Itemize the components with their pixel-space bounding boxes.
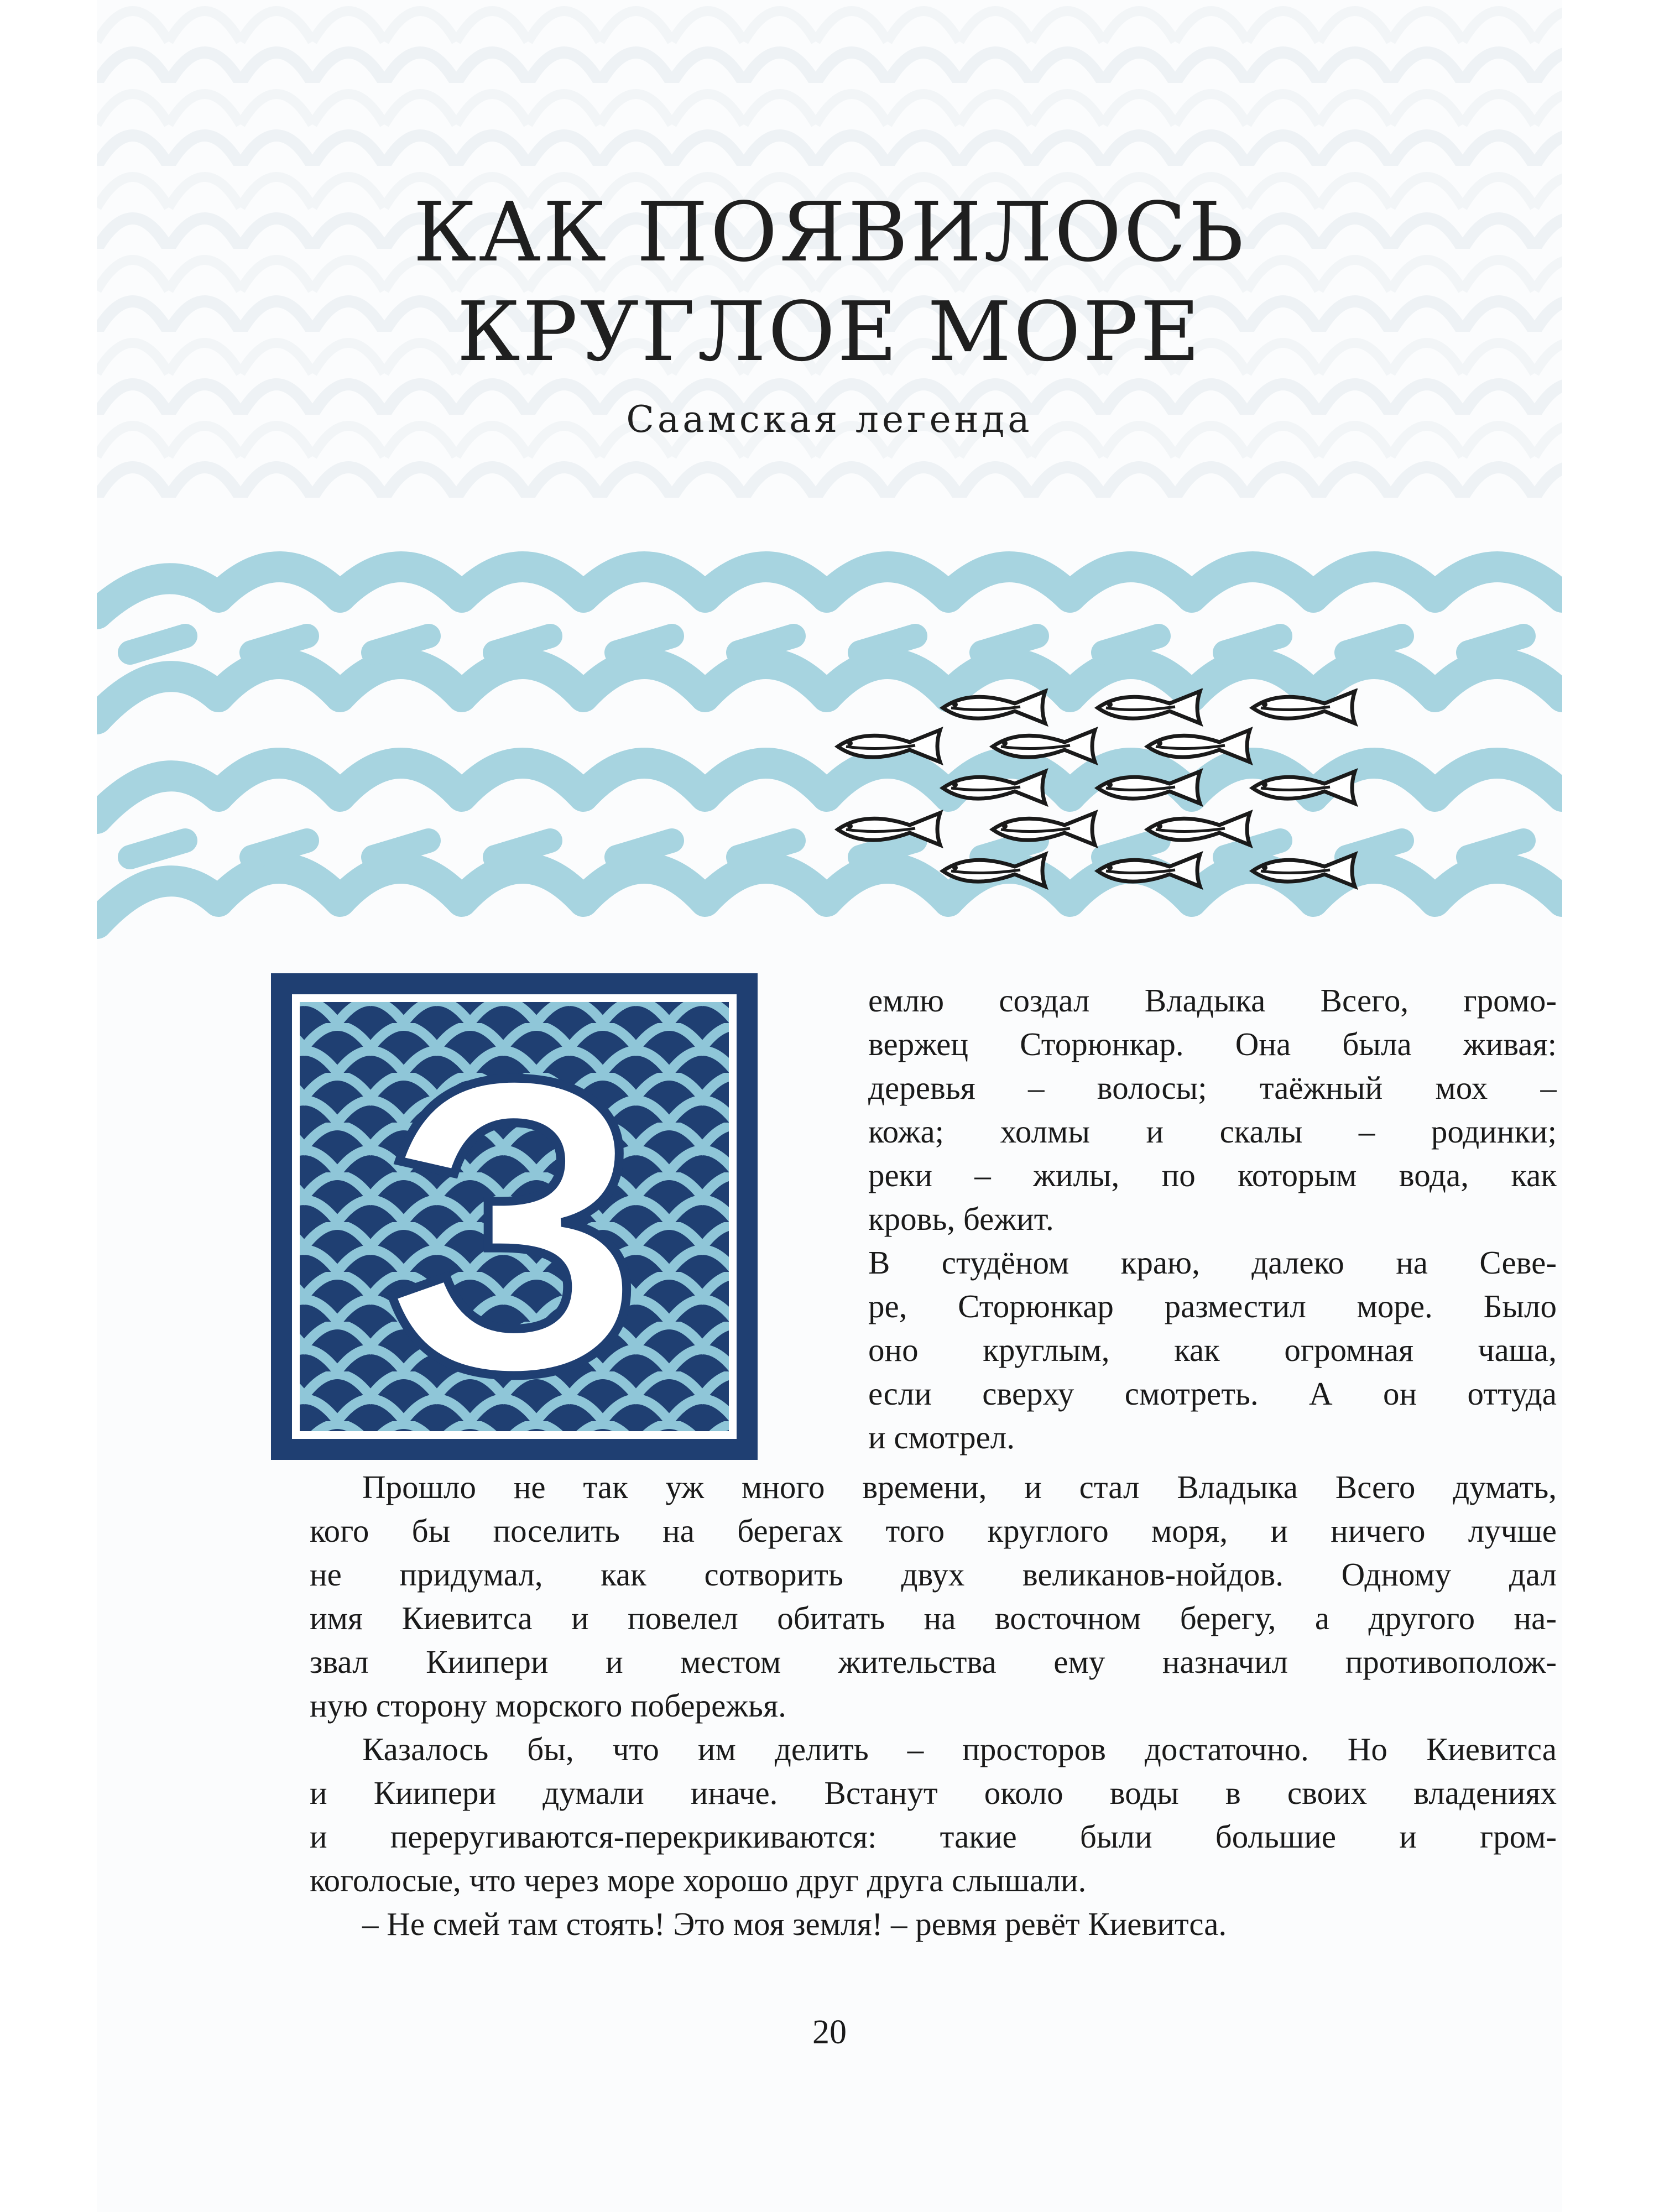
paragraph-5 — [310, 1902, 1557, 1946]
text-line: кого бы поселить на берегах того круглого моря, и ничего лучше — [310, 1512, 1557, 1549]
title-line-2: КРУГЛОЕ МОРЕ — [457, 284, 1202, 379]
text-line: Прошло не так уж много времени, и стал Владыка Всего думать, — [362, 1469, 1557, 1505]
text-line: ре, Сторюнкар разместил море. Было — [868, 1288, 1557, 1324]
text-line: Казалось бы, что им делить – просторов достаточно. Но Киевитса — [362, 1731, 1557, 1767]
text-line: деревья – волосы; таёжный мох – — [868, 1070, 1557, 1106]
text-line: В студёном краю, далеко на Севе- — [868, 1244, 1557, 1281]
text-line: кожа; холмы и скалы – родинки; — [868, 1113, 1557, 1150]
text-line: и Киипери думали иначе. Встанут около воды в своих владениях — [310, 1775, 1557, 1811]
text-line: емлю создал Владыка Всего, громо- — [868, 982, 1557, 1019]
text-line: если сверху смотреть. А он оттуда — [868, 1375, 1557, 1412]
text-line: и переругиваются-перекрикиваются: такие были большие и гром- — [310, 1818, 1557, 1855]
story-subtitle: Саамская легенда — [626, 398, 1033, 441]
title-line-1: КАК ПОЯВИЛОСЬ — [413, 185, 1246, 280]
text-line: – Не смей там стоять! Это моя земля! – ревмя ревёт Киевитса. — [362, 1906, 1227, 1942]
paragraph-4 — [310, 1728, 1557, 1902]
paragraph-3 — [310, 1465, 1557, 1728]
book-page — [97, 0, 1562, 2212]
text-line: реки – жилы, по которым вода, как — [868, 1157, 1557, 1193]
text-line: не придумал, как сотворить двух великанов-нойдов. Одному дал — [310, 1556, 1557, 1593]
page-number: 20 — [812, 2013, 847, 2051]
story-body — [310, 979, 1557, 1974]
text-line: оно круглым, как огромная чаша, — [868, 1332, 1557, 1368]
text-line: кровь, бежит. — [868, 1201, 1054, 1237]
text-line: звал Киипери и местом жительства ему назначил противополож- — [310, 1644, 1557, 1680]
text-line: ную сторону морского побережья. — [310, 1687, 786, 1724]
drop-cap-letter: З — [382, 992, 646, 1460]
fish-school-icon — [832, 688, 1501, 910]
text-line: и смотрел. — [868, 1419, 1015, 1455]
text-line: вержец Сторюнкар. Она была живая: — [868, 1026, 1557, 1062]
text-line: имя Киевитса и повелел обитать на восточном берегу, а другого на- — [310, 1600, 1557, 1636]
text-line: коголосые, что через море хорошо друг друга слышали. — [310, 1862, 1087, 1898]
story-title — [97, 182, 1562, 382]
